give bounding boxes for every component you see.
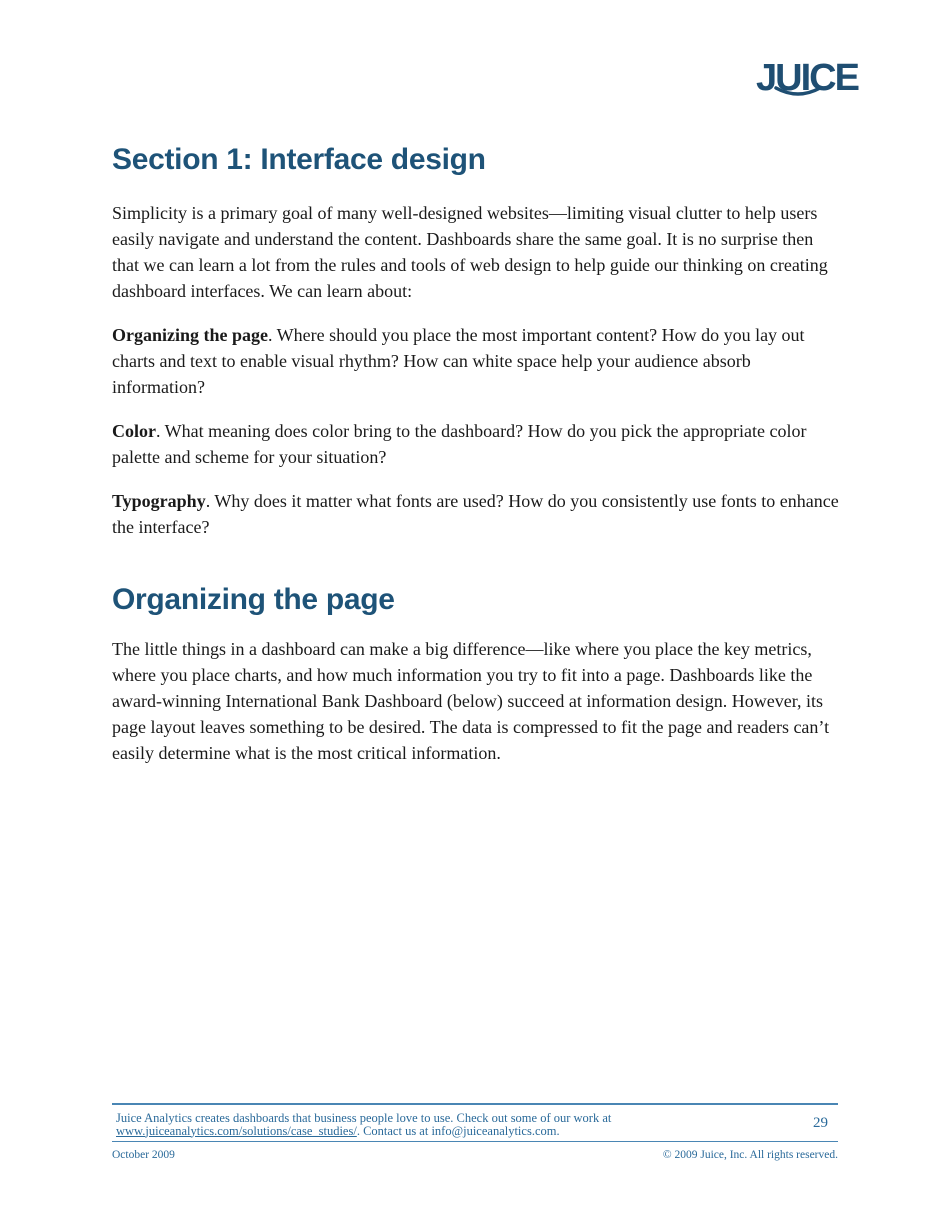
main-content	[112, 140, 840, 784]
topic-typography	[112, 488, 840, 540]
footer-blurb	[116, 1112, 756, 1137]
section-title: Section 1: Interface design	[112, 143, 486, 176]
footer-copyright: © 2009 Juice, Inc. All rights reserved.	[662, 1149, 838, 1161]
intro-paragraph: Simplicity is a primary goal of many well-designed websites—limiting visual clutter to help users easily navigate and understand the content. Dashboards share the same goal. It is no surprise then that we can learn a lot from the rules and tools of web design to help guide our thinking on creating dashboard interfaces. We can learn about:	[112, 203, 828, 301]
page-footer	[112, 1103, 838, 1169]
topic-organizing	[112, 322, 840, 400]
footer-date: October 2009	[112, 1149, 175, 1161]
juice-logo-icon	[770, 86, 826, 100]
subsection-title: Organizing the page	[112, 583, 395, 616]
topic-term: Organizing the page	[112, 325, 268, 345]
footer-contact: . Contact us at info@juiceanalytics.com.	[356, 1123, 560, 1138]
page-number: 29	[813, 1115, 828, 1131]
topic-text: . What meaning does color bring to the dashboard? How do you pick the appropriate color palette and scheme for your situation?	[112, 421, 807, 467]
juice-logo	[756, 56, 858, 106]
topic-term: Typography	[112, 491, 206, 511]
topic-text: . Why does it matter what fonts are used? How do you consistently use fonts to enhance the interface?	[112, 491, 839, 537]
case-studies-link[interactable]: www.juiceanalytics.com/solutions/case_studies/	[116, 1123, 357, 1138]
logo-text: JUICE	[756, 57, 858, 99]
topic-color	[112, 418, 840, 470]
footer-box	[112, 1105, 838, 1142]
body-paragraph: The little things in a dashboard can make a big difference—like where you place the key metrics, where you place charts, and how much information you try to fit into a page. Dashboards like the award-winning International Bank Dashboard (below) succeed at information design. However, its page layout leaves something to be desired. The data is compressed to fit the page and readers can’t easily determine what is the most critical information.	[112, 639, 830, 763]
footer-line1: Juice Analytics creates dashboards that business people love to use. Check out some of our work at	[116, 1111, 612, 1125]
topic-term: Color	[112, 421, 156, 441]
topic-text: . Where should you place the most important content? How do you lay out charts and text to enable visual rhythm? How can white space help your audience absorb information?	[112, 325, 805, 397]
footer-meta	[112, 1149, 838, 1169]
